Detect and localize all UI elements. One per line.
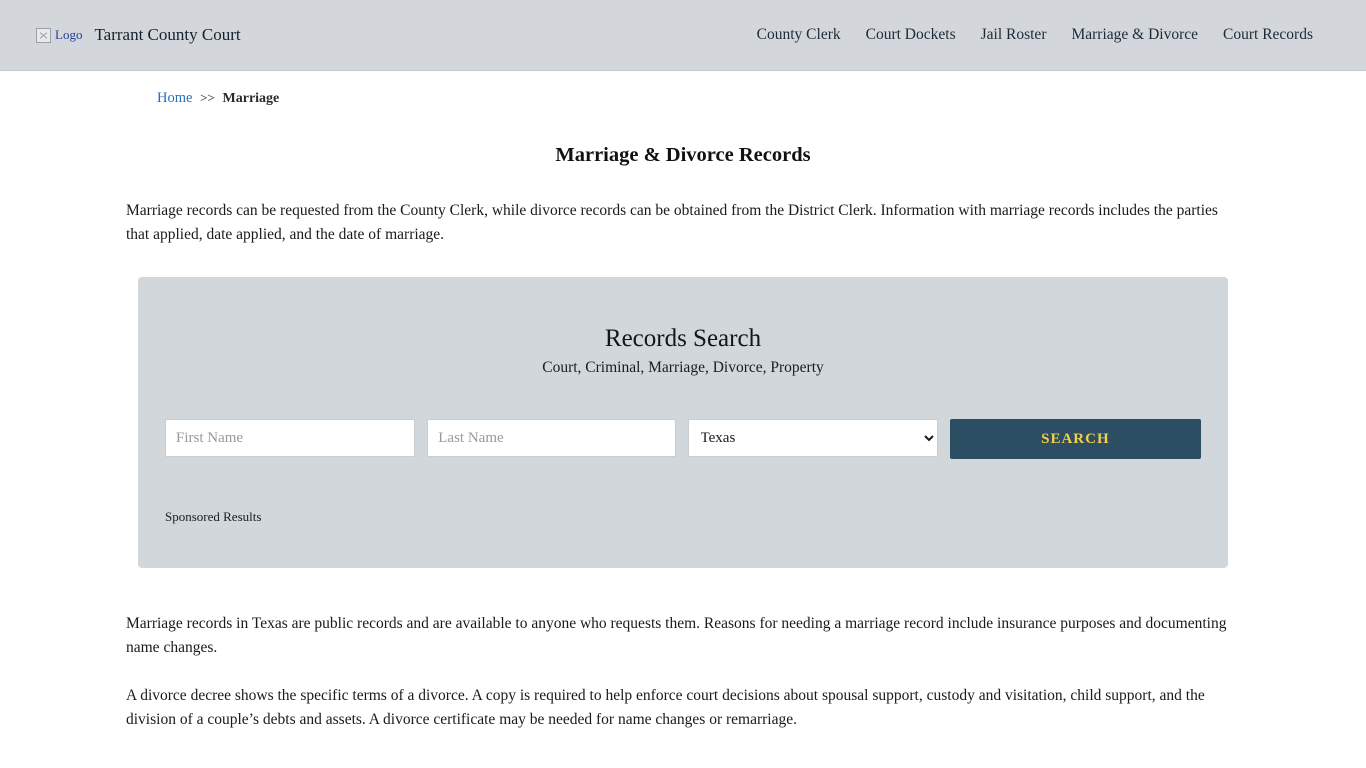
state-select[interactable] (688, 419, 938, 457)
nav-item-county-clerk[interactable]: County Clerk (756, 26, 841, 43)
search-card-subtitle: Court, Criminal, Marriage, Divorce, Property (542, 359, 824, 377)
breadcrumb-current: Marriage (222, 91, 280, 106)
nav-item-marriage-divorce[interactable]: Marriage & Divorce (1071, 26, 1199, 43)
records-search-card (138, 277, 1228, 568)
brand-title: Tarrant County Court (94, 25, 241, 44)
last-name-input[interactable] (427, 419, 675, 457)
logo-alt-text: Logo (55, 27, 83, 42)
main-nav (757, 26, 1313, 44)
paragraph-2: Marriage records in Texas are public records and are available to anyone who requests them. Reasons for needing a marriage record include insurance purposes and documenting name changes. (126, 615, 1227, 657)
logo-icon (36, 27, 82, 43)
broken-image-icon (36, 28, 51, 43)
nav-item-court-dockets[interactable]: Court Dockets (865, 26, 956, 43)
breadcrumb-separator: >> (200, 90, 215, 105)
page-content (0, 90, 1366, 732)
intro-paragraph: Marriage records can be requested from the County Clerk, while divorce records can be obtained from the District Clerk. Information with marriage records includes the parties that applied, date applied, and the date of marriage. (126, 202, 1218, 244)
site-header (0, 0, 1366, 71)
breadcrumb (157, 90, 1240, 107)
page-title: Marriage & Divorce Records (555, 144, 811, 166)
search-form (165, 419, 1201, 459)
first-name-input[interactable] (165, 419, 415, 457)
search-card-title: Records Search (604, 325, 762, 353)
breadcrumb-home-link[interactable]: Home (157, 90, 193, 106)
search-button[interactable]: SEARCH (950, 419, 1201, 459)
brand[interactable] (36, 25, 241, 45)
paragraph-3: A divorce decree shows the specific terms of a divorce. A copy is required to help enforce court decisions about spousal support, custody and visitation, child support, and the division of a couple’s debts and assets. A divorce certificate may be needed for name changes or remarriage. (126, 687, 1205, 729)
nav-item-jail-roster[interactable]: Jail Roster (980, 26, 1047, 43)
nav-item-court-records[interactable]: Court Records (1223, 26, 1313, 43)
sponsored-results-label: Sponsored Results (165, 509, 262, 525)
